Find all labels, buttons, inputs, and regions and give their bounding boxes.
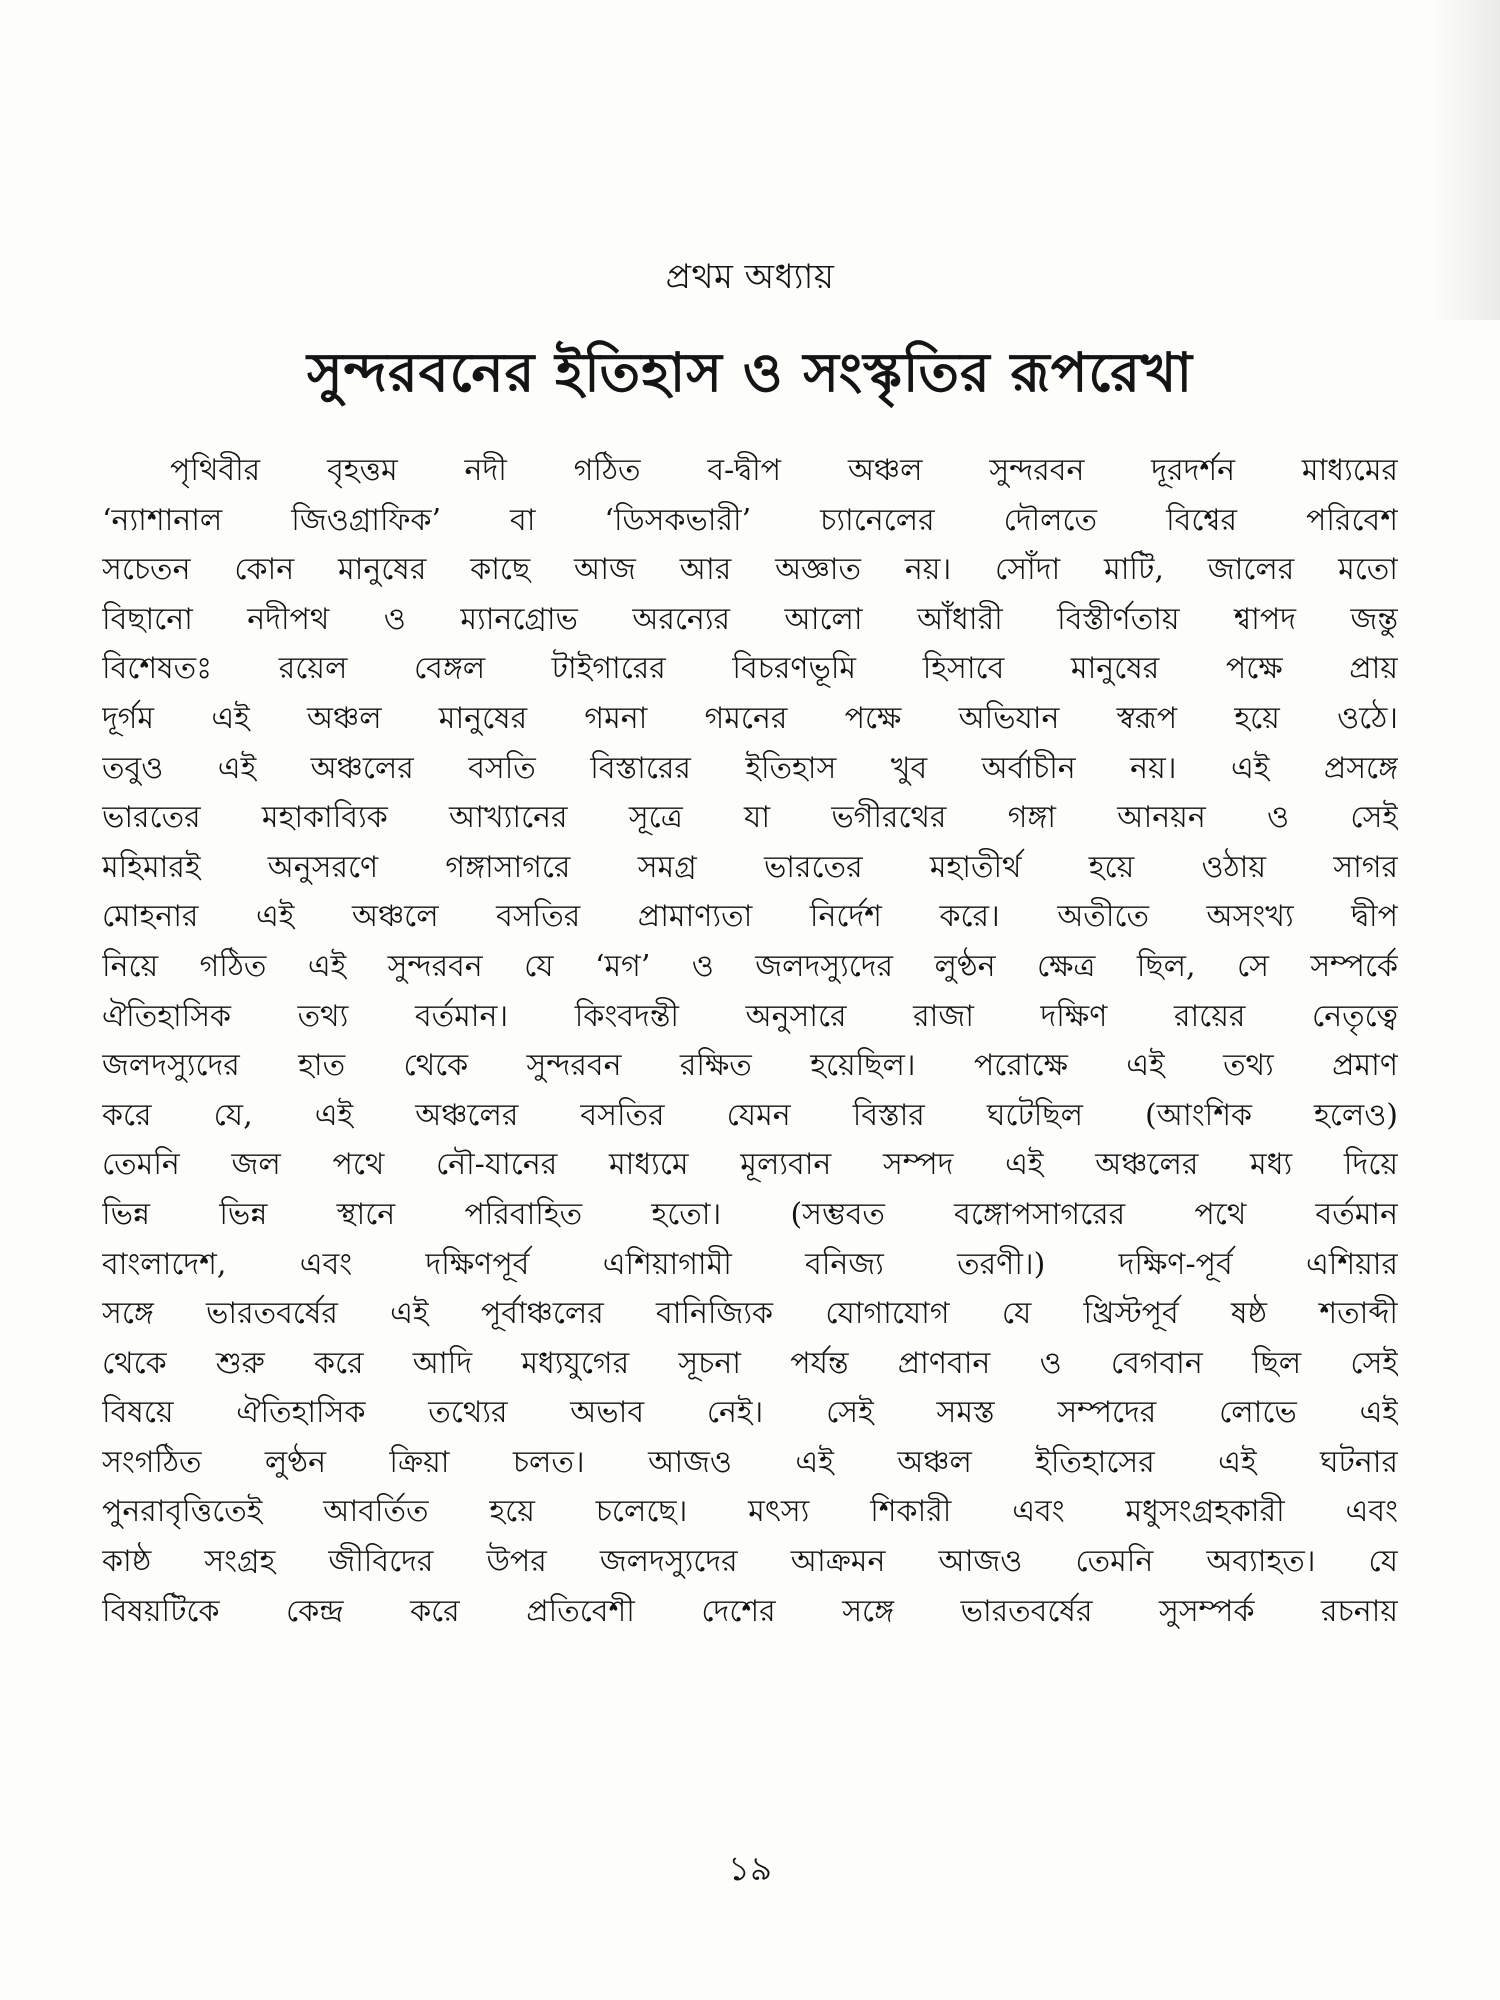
text-line: করে যে, এই অঞ্চলের বসতির যেমন বিস্তার ঘটেছিল (আংশিক হলেও)	[102, 1097, 1398, 1133]
text-line: পুনরাবৃত্তিতেই আবর্তিত হয়ে চলেছে। মৎস্য শিকারী এবং মধুসংগ্রহকারী এবং	[102, 1494, 1398, 1530]
chapter-title: সুন্দরবনের ইতিহাস ও সংস্কৃতির রূপরেখা	[306, 340, 1194, 404]
body-paragraph	[102, 446, 1398, 1636]
text-line: সচেতন কোন মানুষের কাছে আজ আর অজ্ঞাত নয়। সোঁদা মাটি, জালের মতো	[102, 552, 1398, 588]
text-line: সংগঠিত লুণ্ঠন ক্রিয়া চলত। আজও এই অঞ্চল ইতিহাসের এই ঘটনার	[102, 1444, 1398, 1480]
text-line: জলদস্যুদের হাত থেকে সুন্দরবন রক্ষিত হয়েছিল। পরোক্ষে এই তথ্য প্রমাণ	[102, 1048, 1398, 1084]
text-line: মহিমারই অনুসরণে গঙ্গাসাগরে সমগ্র ভারতের মহাতীর্থ হয়ে ওঠায় সাগর	[102, 849, 1398, 885]
text-line: পৃথিবীর বৃহত্তম নদী গঠিত ব-দ্বীপ অঞ্চল সুন্দরবন দূরদর্শন মাধ্যমের	[170, 453, 1398, 488]
text-line: সঙ্গে ভারতবর্ষের এই পূর্বাঞ্চলের বানিজ্যিক যোগাযোগ যে খ্রিস্টপূর্ব ষষ্ঠ শতাব্দী	[102, 1296, 1398, 1332]
text-line: তবুও এই অঞ্চলের বসতি বিস্তারের ইতিহাস খুব অর্বাচীন নয়। এই প্রসঙ্গে	[102, 750, 1398, 786]
text-line: বাংলাদেশ, এবং দক্ষিণপূর্ব এশিয়াগামী বনিজ্য তরণী।) দক্ষিণ-পূর্ব এশিয়ার	[102, 1246, 1398, 1282]
text-line: ঐতিহাসিক তথ্য বর্তমান। কিংবদন্তী অনুসারে রাজা দক্ষিণ রায়ের নেতৃত্বে	[102, 998, 1398, 1034]
page-number: ১৯	[727, 1849, 773, 1889]
text-line: মোহনার এই অঞ্চলে বসতির প্রামাণ্যতা নির্দেশ করে। অতীতে অসংখ্য দ্বীপ	[102, 899, 1398, 935]
chapter-label: প্রথম অধ্যায়	[665, 257, 835, 297]
text-line: বিষয়ে ঐতিহাসিক তথ্যের অভাব নেই। সেই সমস্ত সম্পদের লোভে এই	[102, 1395, 1398, 1431]
text-line: বিশেষতঃ রয়েল বেঙ্গল টাইগারের বিচরণভূমি হিসাবে মানুষের পক্ষে প্রায়	[102, 651, 1398, 687]
text-line: কাষ্ঠ সংগ্রহ জীবিদের উপর জলদস্যুদের আক্রমন আজও তেমনি অব্যাহত। যে	[102, 1544, 1398, 1580]
text-line: ভারতের মহাকাব্যিক আখ্যানের সূত্রে যা ভগীরথের গঙ্গা আনয়ন ও সেই	[102, 800, 1398, 836]
text-line: ‘ন্যাশানাল জিওগ্রাফিক’ বা ‘ডিসকভারী’ চ্যানেলের দৌলতে বিশ্বের পরিবেশ	[102, 502, 1398, 538]
text-line: নিয়ে গঠিত এই সুন্দরবন যে ‘মগ’ ও জলদস্যুদের লুণ্ঠন ক্ষেত্র ছিল, সে সম্পর্কে	[102, 948, 1398, 984]
text-line: থেকে শুরু করে আদি মধ্যযুগের সূচনা পর্যন্ত প্রাণবান ও বেগবান ছিল সেই	[102, 1345, 1398, 1381]
text-line: ভিন্ন ভিন্ন স্থানে পরিবাহিত হতো। (সম্ভবত বঙ্গোপসাগরের পথে বর্তমান	[102, 1196, 1398, 1232]
text-line: বিছানো নদীপথ ও ম্যানগ্রোভ অরন্যের আলো আঁধারী বিস্তীর্ণতায় শ্বাপদ জন্তু	[102, 601, 1398, 637]
text-line: তেমনি জল পথে নৌ-যানের মাধ্যমে মূল্যবান সম্পদ এই অঞ্চলের মধ্য দিয়ে	[102, 1147, 1398, 1183]
text-line: দূর্গম এই অঞ্চল মানুষের গমনা গমনের পক্ষে অভিযান স্বরূপ হয়ে ওঠে।	[102, 700, 1398, 736]
text-line: বিষয়টিকে কেন্দ্র করে প্রতিবেশী দেশের সঙ্গে ভারতবর্ষের সুসম্পর্ক রচনায়	[102, 1593, 1398, 1629]
